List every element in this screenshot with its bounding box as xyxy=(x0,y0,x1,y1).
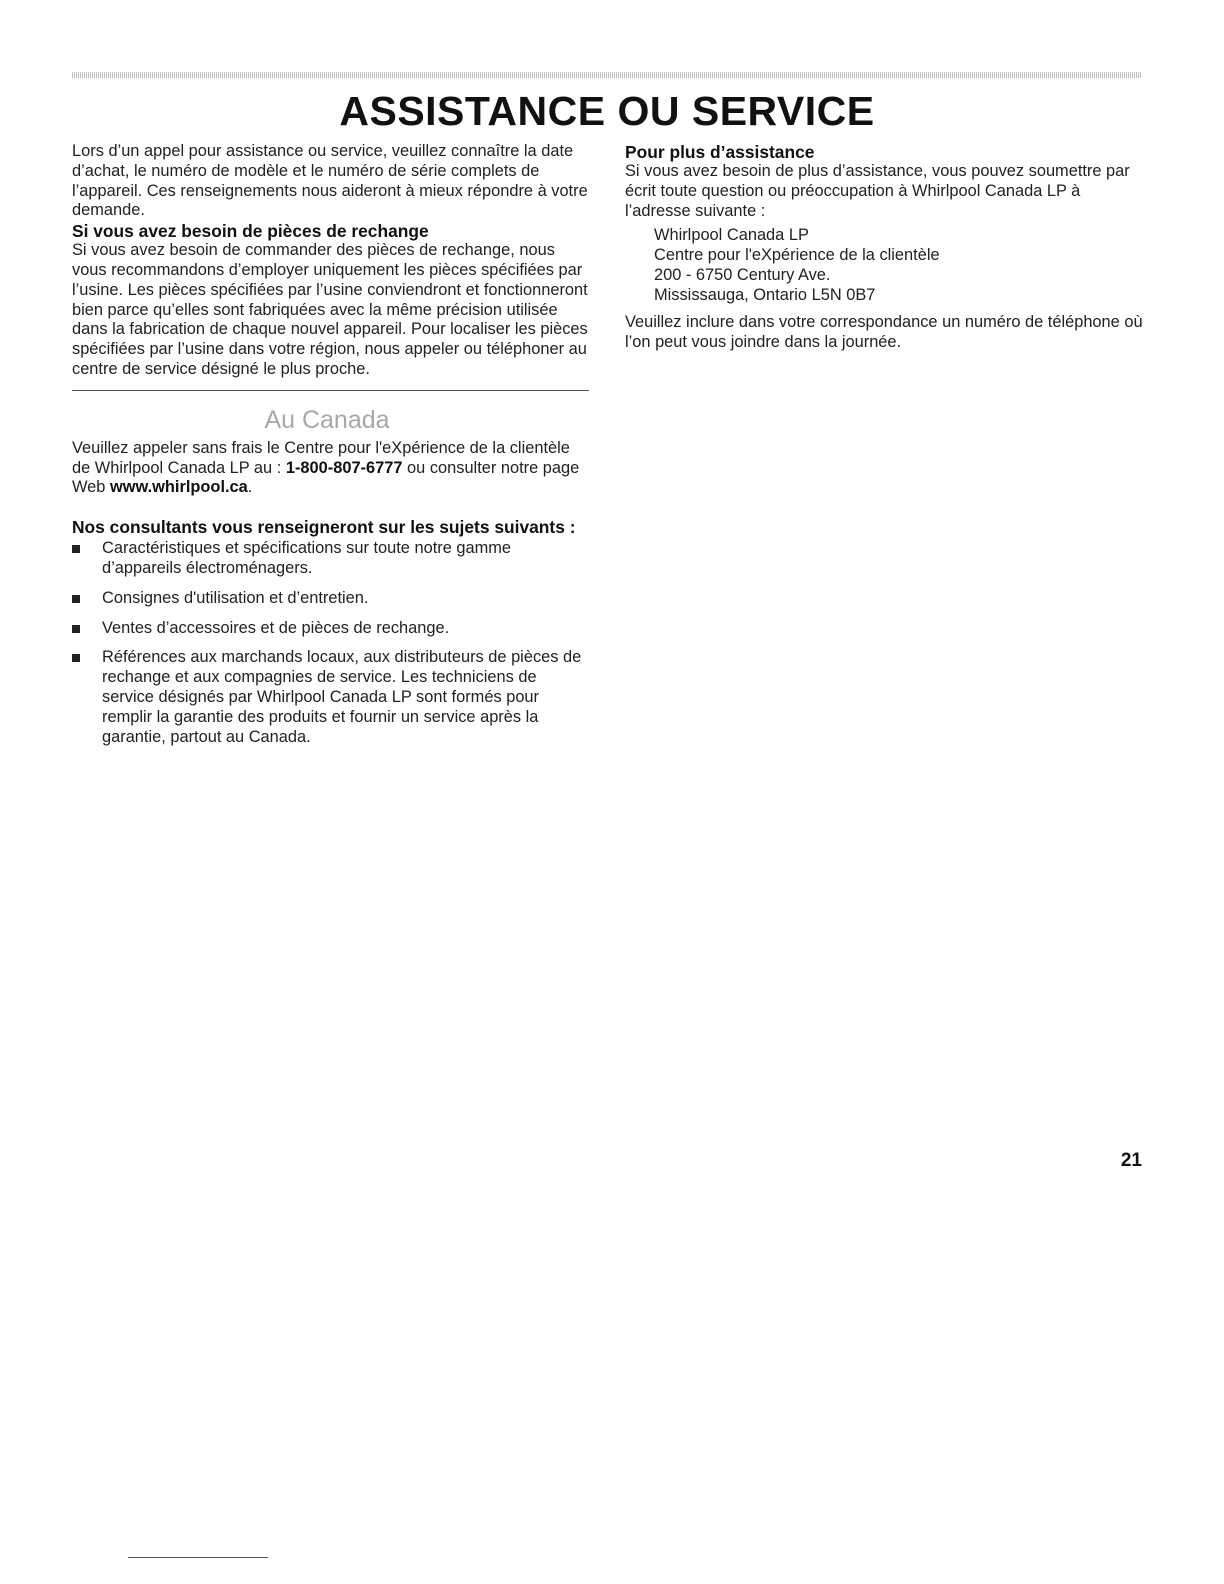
bottom-link-rule xyxy=(128,1557,268,1558)
page-number: 21 xyxy=(1120,1150,1142,1171)
intro-paragraph: Lors d’un appel pour assistance ou service, veuillez connaître la date d’achat, le numéro de modèle et le numéro de série complets de l’appareil. Ces renseignements nous aideront à mieux répondre à votre demande. xyxy=(72,142,588,220)
list-item-text: Caractéristiques et spécifications sur toute notre gamme d’appareils électroménagers. xyxy=(102,539,512,577)
list-item xyxy=(72,619,592,639)
assistance-heading: Pour plus d’assistance xyxy=(625,142,815,162)
canada-text-3: . xyxy=(247,478,253,497)
canada-heading: Au Canada xyxy=(264,405,390,434)
canada-paragraph xyxy=(72,439,592,498)
list-item-text: Ventes d’accessoires et de pièces de rechange. xyxy=(102,618,450,637)
list-item-text: Consignes d'utilisation et d’entretien. xyxy=(102,588,369,607)
square-bullet-icon xyxy=(72,654,80,662)
left-column xyxy=(72,142,592,757)
square-bullet-icon xyxy=(72,595,80,603)
list-item xyxy=(72,539,592,579)
top-rule xyxy=(72,72,1142,78)
address-line: 200 - 6750 Century Ave. xyxy=(654,266,831,285)
square-bullet-icon xyxy=(72,545,80,553)
page-title: ASSISTANCE OU SERVICE xyxy=(339,88,875,134)
square-bullet-icon xyxy=(72,625,80,633)
closing-paragraph: Veuillez inclure dans votre correspondance un numéro de téléphone où l’on peut vous joindre dans la journée. xyxy=(625,313,1143,352)
list-item xyxy=(72,589,592,609)
right-column xyxy=(625,142,1145,353)
list-item-text: Références aux marchands locaux, aux distributeurs de pièces de rechange et aux compagnies de service. Les techniciens de service désignés par Whirlpool Canada LP sont formés pour remplir la garantie des produits et fournir un service après la garantie, partout au Canada. xyxy=(102,648,582,746)
canada-web-link[interactable]: www.whirlpool.ca xyxy=(109,478,248,497)
address-line: Mississauga, Ontario L5N 0B7 xyxy=(654,286,876,305)
parts-heading: Si vous avez besoin de pièces de rechange xyxy=(72,221,429,242)
section-divider xyxy=(72,390,589,391)
mailing-address xyxy=(654,225,1145,305)
canada-text-1: Veuillez appeler sans frais le Centre pour l'eXpérience de la clientèle de Whirlpool Canada LP au : xyxy=(72,438,570,477)
assistance-paragraph: Si vous avez besoin de plus d’assistance, vous pouvez soumettre par écrit toute question ou préoccupation à Whirlpool Canada LP à l’adresse suivante : xyxy=(625,162,1130,220)
consultants-list xyxy=(72,539,592,747)
address-line: Whirlpool Canada LP xyxy=(654,226,809,245)
address-line: Centre pour l'eXpérience de la clientèle xyxy=(654,246,940,265)
canada-phone: 1-800-807-6777 xyxy=(285,458,403,477)
consultants-heading: Nos consultants vous renseigneront sur les sujets suivants : xyxy=(72,517,576,538)
parts-paragraph: Si vous avez besoin de commander des pièces de rechange, nous vous recommandons d’employer uniquement les pièces spécifiées par l’usine. Les pièces spécifiées par l’usine conviendront et fonctionneront bien parce qu’elles sont fabriquées avec la même précision utilisée dans la fabrication de chaque nouvel appareil. Pour localiser les pièces spécifiées par l’usine dans votre région, nous appeler ou téléphoner au centre de service désigné le plus proche. xyxy=(72,241,588,378)
list-item xyxy=(72,648,592,747)
canada-text-2: ou consulter notre page Web xyxy=(72,458,580,497)
